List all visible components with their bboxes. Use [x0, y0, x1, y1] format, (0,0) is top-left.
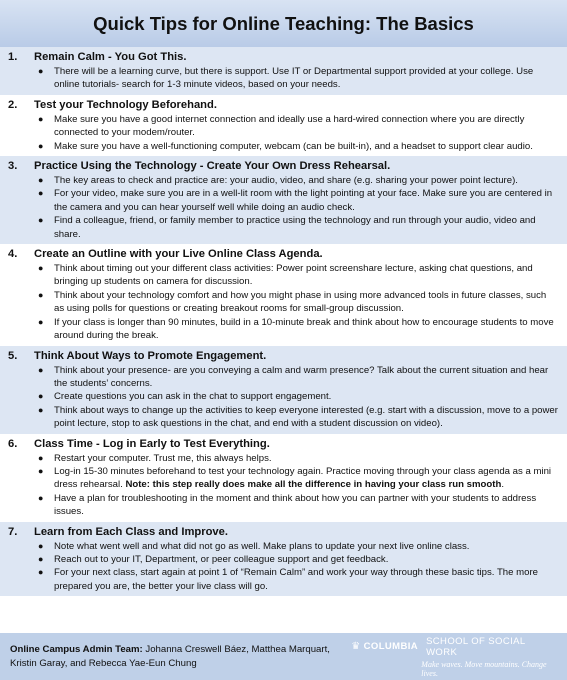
bullet-item: ● Create questions you can ask in the chat to support engagement. [38, 391, 332, 403]
section-title: Think About Ways to Promote Engagement. [34, 349, 267, 362]
bullet-icon: ● [38, 263, 44, 274]
bullet-item: ● There will be a learning curve, but there is support. Use IT or Departmental support provided at your college. Use online tutorials- search for 1-3 minute videos, based on your needs. [38, 66, 534, 91]
bullet-icon: ● [38, 492, 44, 503]
bullet-list [8, 452, 559, 519]
bullet-icon: ● [38, 66, 44, 76]
bullet-list [8, 65, 559, 92]
brand-school: SCHOOL OF SOCIAL WORK [426, 635, 526, 658]
bullet-item: ● Have a plan for troubleshooting in the moment and think about how you can partner with your students to address issues. [38, 492, 537, 518]
bullet-icon: ● [38, 567, 44, 578]
bullet-item: ● Think about your presence- are you conveying a calm and warm presence? Talk about the current situation and hear the students’ concerns. [38, 364, 549, 389]
section-heading [8, 525, 559, 539]
brand-columbia: COLUMBIA [363, 641, 419, 652]
bullet-item: ● The key areas to check and practice are: your audio, video, and share (e.g. sharing your power point lecture). [38, 175, 518, 187]
bullet-item: ● Log-in 15-30 minutes beforehand to test your technology again. Practice moving through your class agenda as a mini dress rehearsal. Note: this step really does make all the difference in having your class run smooth. [38, 465, 552, 491]
section-heading [8, 349, 559, 363]
section-title: Remain Calm - You Got This. [34, 51, 187, 63]
bullet-item: ● Reach out to your IT, Department, or peer colleague support and get feedback. [38, 553, 389, 565]
bullet-list [8, 113, 559, 153]
section-number: 5. [8, 349, 18, 362]
section-1 [0, 47, 567, 95]
section-heading [8, 247, 559, 261]
bullet-icon: ● [38, 113, 44, 124]
bullet-item: ● Make sure you have a good internet connection and ideally use a hard-wired connection where you are directly connected to your modem/router. [38, 113, 525, 139]
section-heading [8, 437, 559, 451]
footer [0, 633, 567, 680]
bullet-icon: ● [38, 289, 44, 300]
page-title: Quick Tips for Online Teaching: The Basics [93, 12, 474, 34]
bullet-icon: ● [38, 391, 44, 402]
bullet-item: ● If your class is longer than 90 minutes, build in a 10-minute break and think about how to encourage students to move around during the break. [38, 316, 554, 342]
bullet-item: ● Think about your technology comfort and how you might phase in using more advanced tools in future classes, such as using polls for questions or creating breakout rooms for small-group discussion. [38, 289, 547, 315]
bullet-icon: ● [38, 316, 44, 327]
bullet-item: ● Think about ways to change up the activities to keep everyone interested (e.g. start with a discussion, move to a power point lecture, stop to ask questions in the chat, and end with a student discussion on video). [38, 404, 558, 430]
section-heading [8, 98, 559, 112]
columbia-logo [351, 636, 557, 678]
bullet-list [8, 364, 559, 431]
bullet-list [8, 262, 559, 342]
section-heading [8, 159, 559, 173]
section-number: 3. [8, 160, 18, 173]
admin-team-credit [10, 643, 351, 670]
section-title: Test your Technology Beforehand. [34, 98, 217, 111]
section-3 [0, 156, 567, 244]
bullet-item: ● Find a colleague, friend, or family member to practice using the technology and run through your audio, video and share. [38, 215, 536, 240]
title-banner [0, 0, 567, 47]
section-7 [0, 522, 567, 597]
bullet-icon: ● [38, 215, 44, 226]
bullet-item: ● Restart your computer. Trust me, this always helps. [38, 452, 272, 464]
bullet-item: ● Make sure you have a well-functioning computer, webcam (can be built-in), and a headset to support clear audio. [38, 140, 533, 152]
bullet-icon: ● [38, 452, 44, 463]
section-title: Create an Outline with your Live Online Class Agenda. [34, 248, 323, 261]
brand-tagline: Make waves. Move mountains. Change lives. [421, 659, 547, 678]
bullet-icon: ● [38, 175, 44, 186]
section-title: Learn from Each Class and Improve. [34, 525, 228, 538]
section-2 [0, 95, 567, 156]
bullet-icon: ● [38, 465, 44, 476]
bullet-item: ● Note what went well and what did not go as well. Make plans to update your next live online class. [38, 540, 470, 552]
highlight-note: Note: this step really does make all the difference in having your class run smooth [125, 479, 502, 491]
section-6 [0, 434, 567, 522]
section-number: 1. [8, 51, 18, 63]
crown-icon: ♛ [351, 641, 361, 652]
bullet-icon: ● [38, 140, 44, 151]
section-4 [0, 244, 567, 345]
bullet-icon: ● [38, 404, 44, 415]
section-number: 6. [8, 437, 18, 450]
bullet-icon: ● [38, 364, 44, 375]
bullet-item: ● For your video, make sure you are in a well-lit room with the light pointing at your face. Make sure you are centered in the camera and you can hear yourself well while doing an audio check. [38, 188, 553, 213]
section-heading [8, 50, 559, 64]
section-number: 4. [8, 248, 18, 261]
bullet-icon: ● [38, 540, 44, 551]
section-title: Class Time - Log in Early to Test Everything. [34, 437, 270, 450]
team-members: Johanna Creswell Báez, Matthea Marquart, Kristin Garay, and Rebecca Yae-Eun Chung [10, 644, 330, 669]
bullet-icon: ● [38, 553, 44, 564]
bullet-icon: ● [38, 188, 44, 199]
bullet-item: ● Think about timing out your different class activities: Power point screenshare lecture, asking chat questions, and bringing up students on camera for discussion. [38, 263, 533, 288]
bullet-item: ● For your next class, start again at point 1 of “Remain Calm” and work your way through these basic tips. The more prepared you are, the better your live class will go. [38, 567, 538, 592]
bullet-list [8, 540, 559, 594]
bullet-list [8, 174, 559, 241]
section-title: Practice Using the Technology - Create Your Own Dress Rehearsal. [34, 160, 391, 173]
section-5 [0, 346, 567, 434]
section-number: 2. [8, 98, 18, 111]
section-number: 7. [8, 525, 18, 538]
team-label: Online Campus Admin Team: [10, 644, 143, 655]
